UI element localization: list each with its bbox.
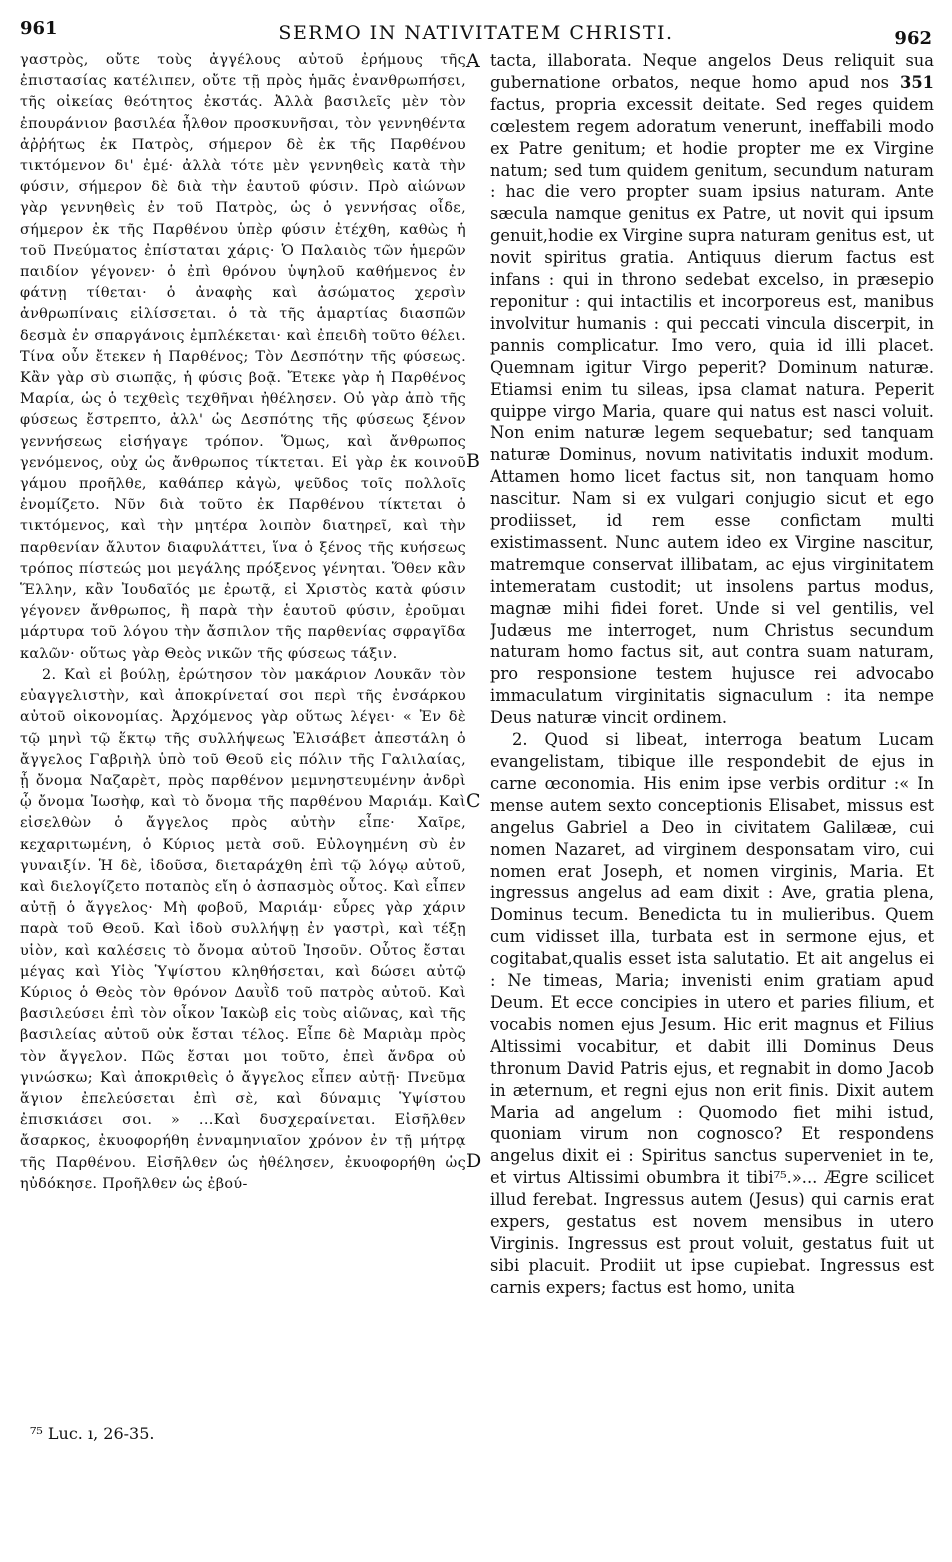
footnote: ⁷⁵ Luc. ı, 26-35. <box>30 1424 155 1443</box>
margin-letter-c: C <box>466 790 481 812</box>
margin-letter-d: D <box>466 1150 482 1172</box>
running-title: SERMO IN NATIVITATEM CHRISTI. <box>278 22 674 44</box>
page-header <box>20 18 932 52</box>
page-number-right: 962 <box>894 28 932 49</box>
margin-column-number: 351 <box>899 72 934 92</box>
greek-column <box>20 50 466 1350</box>
latin-paragraph-1 <box>490 50 934 729</box>
greek-paragraph-2: 2. Καὶ εἰ βούλῃ, ἐρώτησον τὸν μακάριον Λουκᾶν τὸν εὐαγγελιστὴν, καὶ ἀποκρίνεταί σοι περὶ τῆς ἐνσάρκου αὐτοῦ οἰκονομίας. Ἀρχόμενος γὰρ οὕτως λέγει· « Ἐν δὲ τῷ μηνὶ τῷ ἕκτῳ τῆς συλλήψεως Ἐλισάβετ ἀπεστάλη ὁ ἄγγελος Γαβριὴλ ὑπὸ τοῦ Θεοῦ εἰς πόλιν τῆς Γαλιλαίας, ᾗ ὄνομα Ναζαρὲτ, πρὸς παρθένον μεμνηστευμένην ἀνδρὶ ᾧ ὄνομα Ἰωσὴφ, καὶ τὸ ὄνομα τῆς παρθένου Μαριάμ. Καὶ εἰσελθὼν ὁ ἄγγελος πρὸς αὐτὴν εἶπε· Χαῖρε, κεχαριτωμένη, ὁ Κύριος μετὰ σοῦ. Εὐλογημένη σὺ ἐν γυναιξίν. Ἡ δὲ, ἰδοῦσα, διεταράχθη ἐπὶ τῷ λόγῳ αὐτοῦ, καὶ διελογίζετο ποταπὸς εἴη ὁ ἀσπασμὸς οὗτος. Καὶ εἶπεν αὐτῇ ὁ ἄγγελος· Μὴ φοβοῦ, Μαριάμ· εὗρες γὰρ χάριν παρὰ τοῦ Θεοῦ. Καὶ ἰδοὺ συλλήψῃ ἐν γαστρὶ, καὶ τέξῃ υἱὸν, καὶ καλέσεις τὸ ὄνομα αὐτοῦ Ἰησοῦν. Οὗτος ἔσται μέγας καὶ Υἱὸς Ὑψίστου κληθήσεται, καὶ δώσει αὐτῷ Κύριος ὁ Θεὸς τὸν θρόνον Δαυῒδ τοῦ πατρὸς αὐτοῦ. Καὶ βασιλεύσει ἐπὶ τὸν οἶκον Ἰακὼβ εἰς τοὺς αἰῶνας, καὶ τῆς βασιλείας αὐτοῦ οὐκ ἔσται τέλος. Εἶπε δὲ Μαριὰμ πρὸς τὸν ἄγγελον. Πῶς ἔσται μοι τοῦτο, ἐπεὶ ἄνδρα οὐ γινώσκω; Καὶ ἀποκριθεὶς ὁ ἄγγελος εἶπεν αὐτῇ· Πνεῦμα ἅγιον ἐπελεύσεται ἐπὶ σὲ, καὶ δύναμις Ὑψίστου ἐπισκιάσει σοι. » ...Καὶ δυσχεραίνεται. Εἰσῆλθεν ἄσαρκος, ἐκυοφορήθη ἐνναμηνιαῖον χρόνον ἐν τῇ μήτρᾳ τῆς Παρθένου. Εἰσῆλθεν ὡς ἠθέλησεν, ἐκυοφορήθη ὡς ηὐδόκησε. Προῆλθεν ὡς ἐβού- <box>20 666 466 1192</box>
latin-paragraph-2: 2. Quod si libeat, interroga beatum Lucam evangelistam, tibique ille respondebit de ejus in carne œconomia. His enim ipse verbis orditur :« In mense autem sexto conceptionis Elisabet, missus est angelus Gabriel a Deo in civitatem Galilææ, cui nomen Nazaret, ad virginem desponsatam viro, cui nomen erat Joseph, et nomen virginis, Maria. Et ingressus angelus ad eam dixit : Ave, gratia plena, Dominus tecum. Benedicta tu in mulieribus. Quem cum vidisset illa, turbata est in sermone ejus, et cogitabat,qualis esset ista salutatio. Et ait angelus ei : Ne timeas, Maria; invenisti enim gratiam apud Deum. Et ecce concipies in utero et paries filium, et vocabis nomen ejus Jesum. Hic erit magnus et Filius Altissimi vocabitur, et dabit illi Dominus Deus thronum David Patris ejus, et regnabit in domo Jacob in æternum, et regni ejus non erit finis. Dixit autem Maria ad angelum : Quomodo fiet mihi istud, quoniam virum non cognosco? Et respondens angelus dixit ei : Spiritus sanctus superveniet in te, et virtus Altissimi obumbra it tibi⁷⁵.»... Ægre scilicet illud ferebat. Ingressus autem (Jesus) qui carnis erat expers, gestatus est novem mensibus in utero Virginis. Ingressus est prout voluit, gestatus fuit ut sibi placuit. Prodiit ut ipse cupiebat. Ingressus est carnis expers; factus est homo, unita <box>490 730 934 1297</box>
page-number-left: 961 <box>20 18 58 39</box>
greek-paragraph-1: γαστρὸς, οὔτε τοὺς ἀγγέλους αὐτοῦ ἐρήμους τῆς ἐπιστασίας κατέλιπεν, οὔτε τῇ πρὸς ἡμᾶς ἐνανθρωπήσει, τῆς οἰκείας θεότητος ἐκστάς. Ἀλλὰ βασιλεῖς μὲν τὸν ἐπουράνιον βασιλέα ἦλθον προσκυνῆσαι, τὸν γεννηθέντα ἀῤῥήτως ἐκ Πατρὸς, σήμερον δὲ ἐκ τῆς Παρθένου τικτόμενον δι' ἐμέ· ἀλλὰ τότε μὲν γεννηθεὶς κατὰ τὴν φύσιν, σήμερον δὲ διὰ τὴν ἑαυτοῦ φύσιν. Πρὸ αἰώνων γὰρ γεννηθεὶς ἐν τοῦ Πατρὸς, ὡς ὁ γεννήσας οἶδε, σήμερον ἐκ τῆς Παρθένου ὑπὲρ φύσιν ἐτέχθη, καθὼς ἡ τοῦ Πνεύματος ἐπίσταται χάρις· Ὁ Παλαιὸς τῶν ἡμερῶν παιδίον γέγονεν· ὁ ἐπὶ θρόνου ὑψηλοῦ καθήμενος ἐν φάτνῃ τίθεται· ὁ ἀναφὴς καὶ ἀσώματος χερσὶν ἀνθρωπίναις εἱλίσσεται. ὁ τὰ τῆς ἁμαρτίας διασπῶν δεσμὰ ἐν σπαργάνοις ἐμπλέκεται· καὶ ἐπειδὴ τοῦτο θέλει. Τίνα οὖν ἔτεκεν ἡ Παρθένος; Τὸν Δεσπότην τῆς φύσεως. Κἂν γὰρ σὺ σιωπᾷς, ἡ φύσις βοᾷ. Ἔτεκε γὰρ ἡ Παρθένος Μαρία, ὡς ὁ τεχθεὶς τεχθῆναι ἠθέλησεν. Οὐ γὰρ ἀπὸ τῆς φύσεως ἔστρεπτο, ἀλλ' ὡς Δεσπότης τῆς φύσεως ξένον γεννήσεως εἰσήγαγε τρόπον. Ὅμως, καὶ ἄνθρωπος γενόμενος, οὐχ ὡς ἄνθρωπος τίκτεται. Εἰ γὰρ ἐκ κοινοῦ γάμου προῆλθε, καθάπερ κἀγὼ, ψεῦδος τοῖς πολλοῖς ἐνομίζετο. Νῦν διὰ τοῦτο ἐκ Παρθένου τίκτεται ὁ τικτόμενος, καὶ τὴν μητέρα λοιπὸν διατηρεῖ, καὶ τὴν παρθενίαν ἄλυτον διαφυλάττει, ἵνα ὁ ξένος τῆς κυήσεως τρόπος πίστεώς μοι μεγάλης πρόξενος γένηται. Ὅθεν κἂν Ἕλλην, κἂν Ἰουδαῖός με ἐρωτᾷ, εἰ Χριστὸς κατὰ φύσιν γέγονεν ἄνθρωπος, ἢ παρὰ τὴν ἑαυτοῦ φύσιν, ἐροῦμαι μάρτυρα τοῦ λόγου τὴν ἄσπιλον τῆς παρθενίας σφραγῖδα καλῶν· οὕτως γὰρ Θεὸς νικῶν τῆς φύσεως τάξιν. <box>20 52 466 662</box>
margin-letter-b: B <box>466 450 480 472</box>
latin-paragraph-1-start: tacta, illaborata. Neque angelos Deus reliquit sua gubernatione orbatos, neque homo apud nos <box>490 51 934 92</box>
latin-paragraph-1-rest: factus, propria excessit deitate. Sed reges quidem cœlestem regem adoratum venerunt, ineffabili modo ex Patre genitum; et hodie propter me ex Virgine natum; sed tum quidem genitum, secundum naturam : hac die vero propter suam ipsius naturam. Ante sæcula namque genitus ex Patre, ut novit qui ipsum genuit,hodie ex Virgine supra naturam genitus est, ut novit spiritus gratia. Antiquus dierum factus est infans : qui in throno sedebat excelso, in præsepio reponitur : qui intactilis et incorporeus est, manibus involvitur humanis : qui peccati vincula discerpit, in pannis complicatur. Imo vero, quia id illi placet. Quemnam igitur Virgo peperit? Dominum naturæ. Etiamsi enim tu sileas, ipsa clamat natura. Peperit quippe virgo Maria, quare qui natus est nasci voluit. Non enim naturæ legem sequebatur; sed tanquam naturæ Dominus, novum nativitatis induxit modum. Attamen homo licet factus sit, non tanquam homo nascitur. Nam si ex vulgari conjugio sicut et ego prodiisset, id rem esse confictam multi existimassent. Nunc autem ideo ex Virgine nascitur, matremque conservat illibatam, ac ejus virginitatem intemeratam custodit; ut insolens partus modus, magnæ mihi fidei foret. Unde si vel gentilis, vel Judæus me interroget, num Christus secundum naturam homo factus sit, aut contra suam naturam, pro responsione testem hujusce rei advocabo immaculatum virginitatis signaculum : ita nempe Deus naturæ vincit ordinem. <box>490 94 934 728</box>
margin-letter-a: A <box>466 50 480 72</box>
latin-column <box>490 50 934 1350</box>
